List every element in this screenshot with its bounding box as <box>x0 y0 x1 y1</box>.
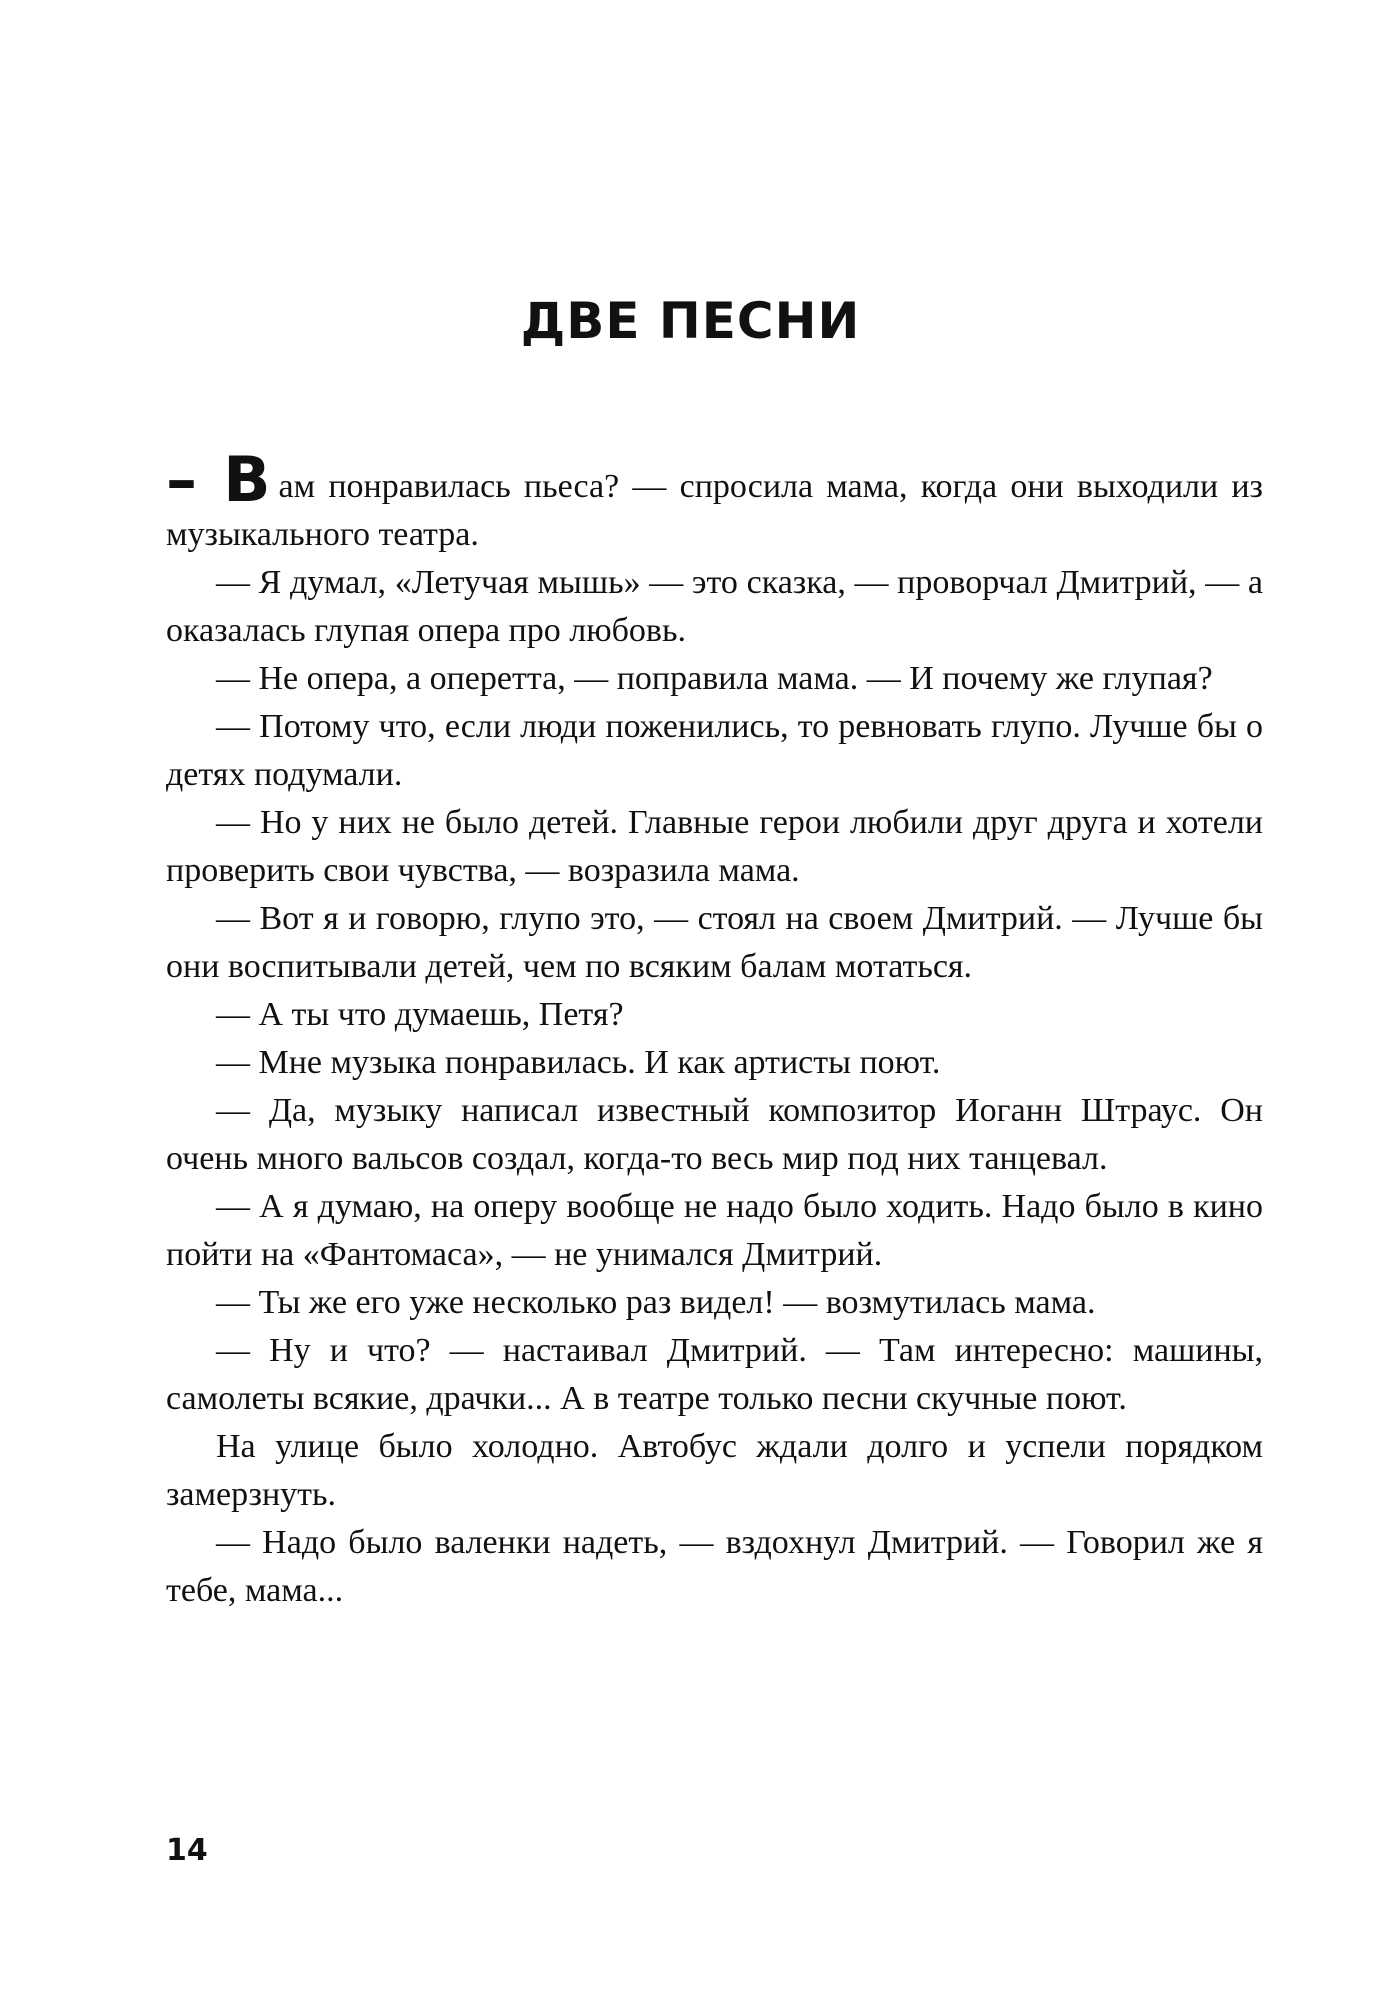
paragraph-1 <box>166 443 1263 559</box>
paragraph-11: — Ты же его уже несколько раз видел! — возмутилась мама. <box>216 1284 1096 1321</box>
paragraph-10: — А я думаю, на оперу вообще не надо было ходить. Надо было в кино пойти на «Фантомаса», — не унимался Дмитрий. <box>166 1188 1263 1273</box>
paragraph-3: — Не опера, а оперетта, — поправила мама. — И почему же глупая? <box>216 660 1213 697</box>
paragraph-14: — Надо было валенки надеть, — вздохнул Дмитрий. — Говорил же я тебе, мама... <box>166 1524 1263 1609</box>
body-text <box>166 443 1263 1615</box>
chapter-title: ДВЕ ПЕСНИ <box>520 292 861 350</box>
paragraph-6: — Вот я и говорю, глупо это, — стоял на своем Дмитрий. — Лучше бы они воспитывали детей, чем по всяким балам мотаться. <box>166 900 1263 985</box>
paragraph-8: — Мне музыка понравилась. И как артисты поют. <box>216 1044 941 1081</box>
paragraph-7: — А ты что думаешь, Петя? <box>216 996 624 1033</box>
paragraph-1-text: ам понравилась пьеса? — спросила мама, когда они выходили из музыкального театра. <box>166 468 1263 553</box>
paragraph-9: — Да, музыку написал известный композитор Иоганн Штраус. Он очень много вальсов создал, когда-то весь мир под них танцевал. <box>166 1092 1263 1177</box>
paragraph-2: — Я думал, «Летучая мышь» — это сказка, — проворчал Дмитрий, — а оказалась глупая опера про любовь. <box>166 564 1263 649</box>
drop-cap: – В <box>166 443 271 516</box>
paragraph-13: На улице было холодно. Автобус ждали долго и успели порядком замерзнуть. <box>166 1428 1263 1513</box>
paragraph-4: — Потому что, если люди поженились, то ревновать глупо. Лучше бы о детях подумали. <box>166 708 1263 793</box>
paragraph-5: — Но у них не было детей. Главные герои любили друг друга и хотели проверить свои чувства, — возразила мама. <box>166 804 1263 889</box>
page-number: 14 <box>166 1833 208 1868</box>
paragraph-12: — Ну и что? — настаивал Дмитрий. — Там интересно: машины, самолеты всякие, драчки... А в театре только песни скучные поют. <box>166 1332 1263 1417</box>
